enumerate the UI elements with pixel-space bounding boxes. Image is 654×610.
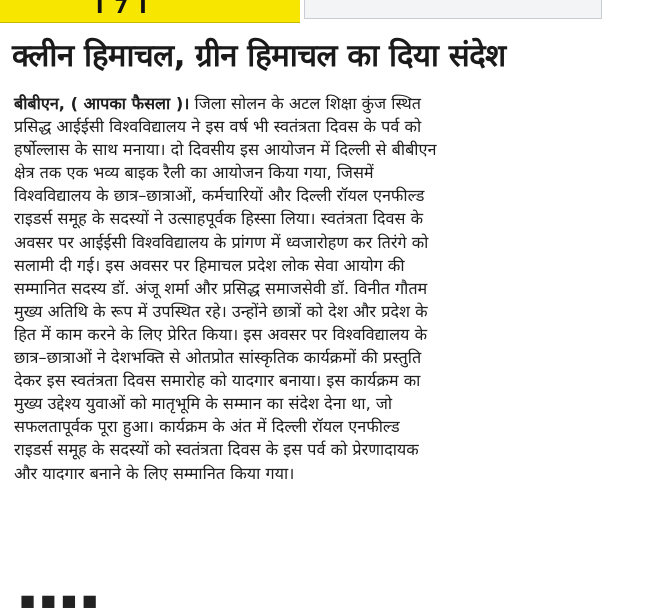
article-line: अवसर पर आईईसी विश्वविद्यालय के प्रांगण में ध्वजारोहण कर तिरंगे को (14, 232, 429, 252)
masthead-gray-box (304, 0, 602, 19)
article-line-text: जिला सोलन के अटल शिक्षा कुंज स्थित (189, 94, 421, 113)
masthead-strip (0, 0, 600, 24)
article-headline: क्लीन हिमाचल, ग्रीन हिमाचल का दिया संदेश (12, 38, 506, 74)
article-line: छात्र–छात्राओं ने देशभक्ति से ओतप्रोत सांस्कृतिक कार्यक्रमों की प्रस्तुति (14, 348, 422, 368)
article-line: मुख्य उद्देश्य युवाओं को मातृभूमि के सम्मान का संदेश देना था, जो (14, 394, 393, 414)
article-line: हर्षोल्लास के साथ मनाया। दो दिवसीय इस आयोजन में दिल्ली से बीबीएन (14, 140, 437, 160)
article-line: सलामी दी गई। इस अवसर पर हिमाचल प्रदेश लोक सेवा आयोग की (14, 255, 405, 275)
article-line: मुख्य अतिथि के रूप में उपस्थित रहे। उन्होंने छात्रों को देश और प्रदेश के (14, 301, 428, 321)
article-body (14, 92, 654, 485)
article-line: देकर इस स्वतंत्रता दिवस समारोह को यादगार बनाया। इस कार्यक्रम का (14, 371, 421, 391)
article-line: सम्मानित सदस्य डॉ. अंजू शर्मा और प्रसिद्ध समाजसेवी डॉ. विनीत गौतम (14, 278, 428, 298)
article-line: विश्वविद्यालय के छात्र–छात्राओं, कर्मचारियों और दिल्ली रॉयल एनफील्ड (14, 186, 425, 206)
article-line: राइडर्स समूह के सदस्यों ने उत्साहपूर्वक हिस्सा लिया। स्वतंत्रता दिवस के (14, 209, 424, 229)
article-line (14, 92, 654, 115)
next-article-headline-fragment: ■ ■ ■ ■ (20, 591, 98, 610)
article-line: सफलतापूर्वक पूरा हुआ। कार्यक्रम के अंत में दिल्ली रॉयल एनफील्ड (14, 417, 400, 437)
article-byline: बीबीएन, ( आपका फैसला )। (14, 94, 190, 113)
article-line: हित में काम करने के लिए प्रेरित किया। इस अवसर पर विश्वविद्यालय के (14, 324, 428, 344)
masthead-yellow-band (0, 0, 300, 23)
article-line: राइडर्स समूह के सदस्यों को स्वतंत्रता दिवस के इस पर्व को प्रेरणादायक (14, 440, 419, 460)
article-line: क्षेत्र तक एक भव्य बाइक रैली का आयोजन किया गया, जिसमें (14, 163, 374, 183)
article-line: प्रसिद्ध आईईसी विश्वविद्यालय ने इस वर्ष भी स्वतंत्रता दिवस के पर्व को (14, 117, 422, 137)
masthead-label-fragment: I 7 I (96, 0, 149, 18)
article-line: और यादगार बनाने के लिए सम्मानित किया गया। (14, 463, 295, 483)
